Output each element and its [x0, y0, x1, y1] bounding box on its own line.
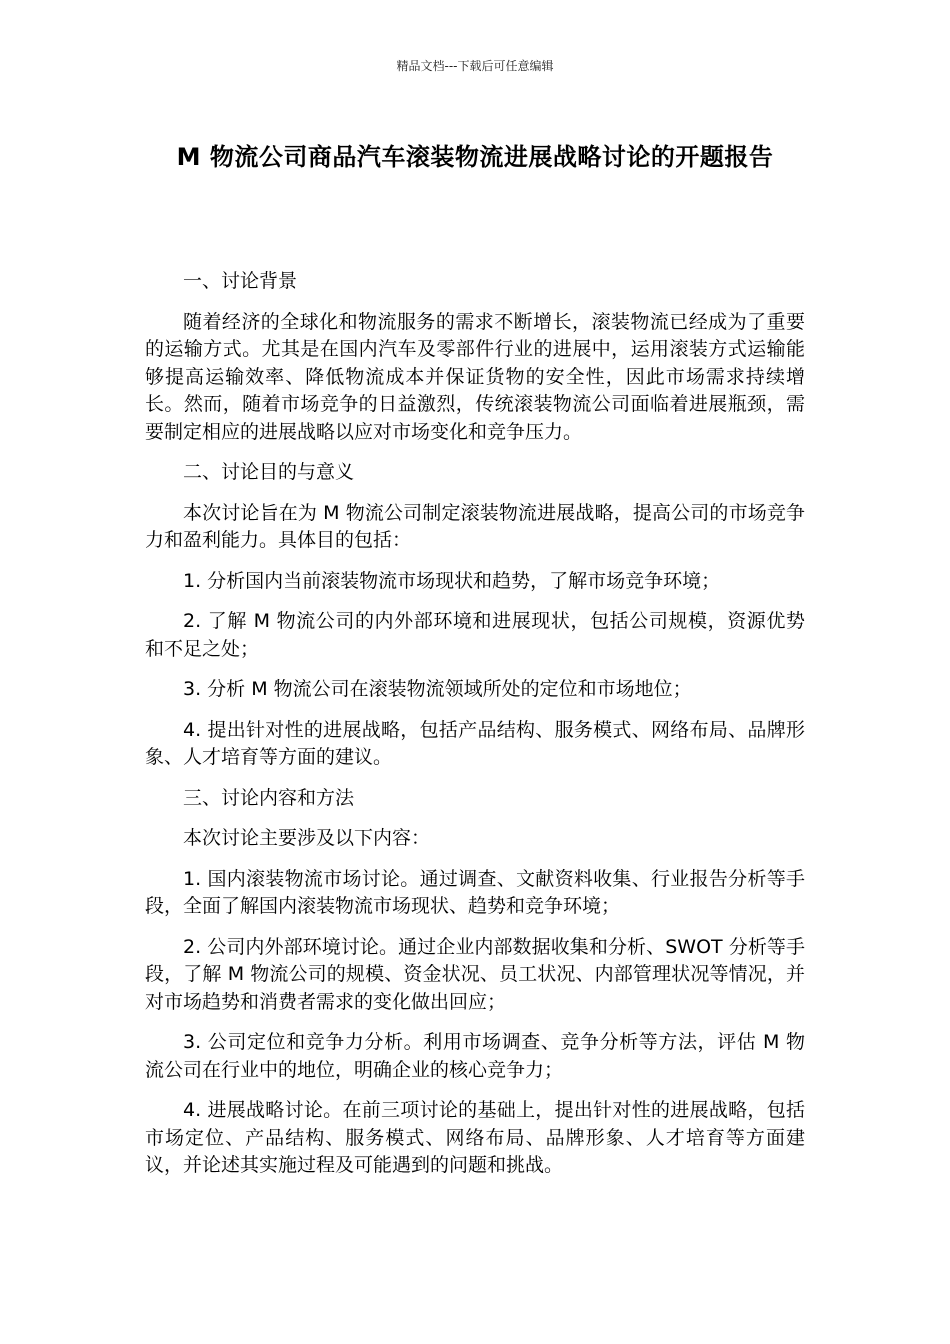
content-item-3: 3. 公司定位和竞争力分析。利用市场调查、竞争分析等方法，评估 M 物流公司在行业中的地位，明确企业的核心竞争力； [145, 1031, 805, 1081]
section-heading-background: 一、讨论背景 [183, 270, 298, 292]
section-heading-content-methods: 三、讨论内容和方法 [183, 786, 355, 809]
content-item-1: 1. 国内滚装物流市场讨论。通过调查、文献资料收集、行业报告分析等手段，全面了解国内滚装物流市场现状、趋势和竞争环境； [145, 867, 805, 917]
paragraph-content-intro: 本次讨论主要涉及以下内容： [183, 827, 431, 849]
content-item-2: 2. 公司内外部环境讨论。通过企业内部数据收集和分析、SWOT 分析等手段，了解 M 物流公司的规模、资金状况、员工状况、内部管理状况等情况，并对市场趋势和消费者需求的变化做出回应； [145, 935, 805, 1013]
paragraph-background: 随着经济的全球化和物流服务的需求不断增长，滚装物流已经成为了重要的运输方式。尤其是在国内汽车及零部件行业的进展中，运用滚装方式运输能够提高运输效率、降低物流成本并保证货物的安全性，因此市场需求持续增长。然而，随着市场竞争的日益激烈，传统滚装物流公司面临着进展瓶颈，需要制定相应的进展战略以应对市场变化和竞争压力。 [145, 310, 805, 443]
document-body [145, 268, 805, 1193]
document-title: M 物流公司商品汽车滚装物流进展战略讨论的开题报告 [176, 143, 774, 171]
section-heading-purpose: 二、讨论目的与意义 [183, 461, 355, 483]
purpose-item-2: 2. 了解 M 物流公司的内外部环境和进展现状，包括公司规模，资源优势和不足之处； [145, 610, 805, 660]
content-item-4: 4. 进展战略讨论。在前三项讨论的基础上，提出针对性的进展战略，包括市场定位、产品结构、服务模式、网络布局、品牌形象、人才培育等方面建议，并论述其实施过程及可能遇到的问题和挑战。 [145, 1099, 805, 1176]
paragraph-purpose-intro: 本次讨论旨在为 M 物流公司制定滚装物流进展战略，提高公司的市场竞争力和盈利能力。具体目的包括： [145, 501, 805, 551]
purpose-item-3: 3. 分析 M 物流公司在滚装物流领域所处的定位和市场地位； [183, 678, 692, 700]
page-header: 精品文档---下载后可任意编辑 [396, 59, 554, 73]
purpose-item-1: 1. 分析国内当前滚装物流市场现状和趋势，了解市场竞争环境； [183, 569, 721, 592]
purpose-item-4: 4. 提出针对性的进展战略，包括产品结构、服务模式、网络布局、品牌形象、人才培育等方面的建议。 [145, 718, 805, 768]
